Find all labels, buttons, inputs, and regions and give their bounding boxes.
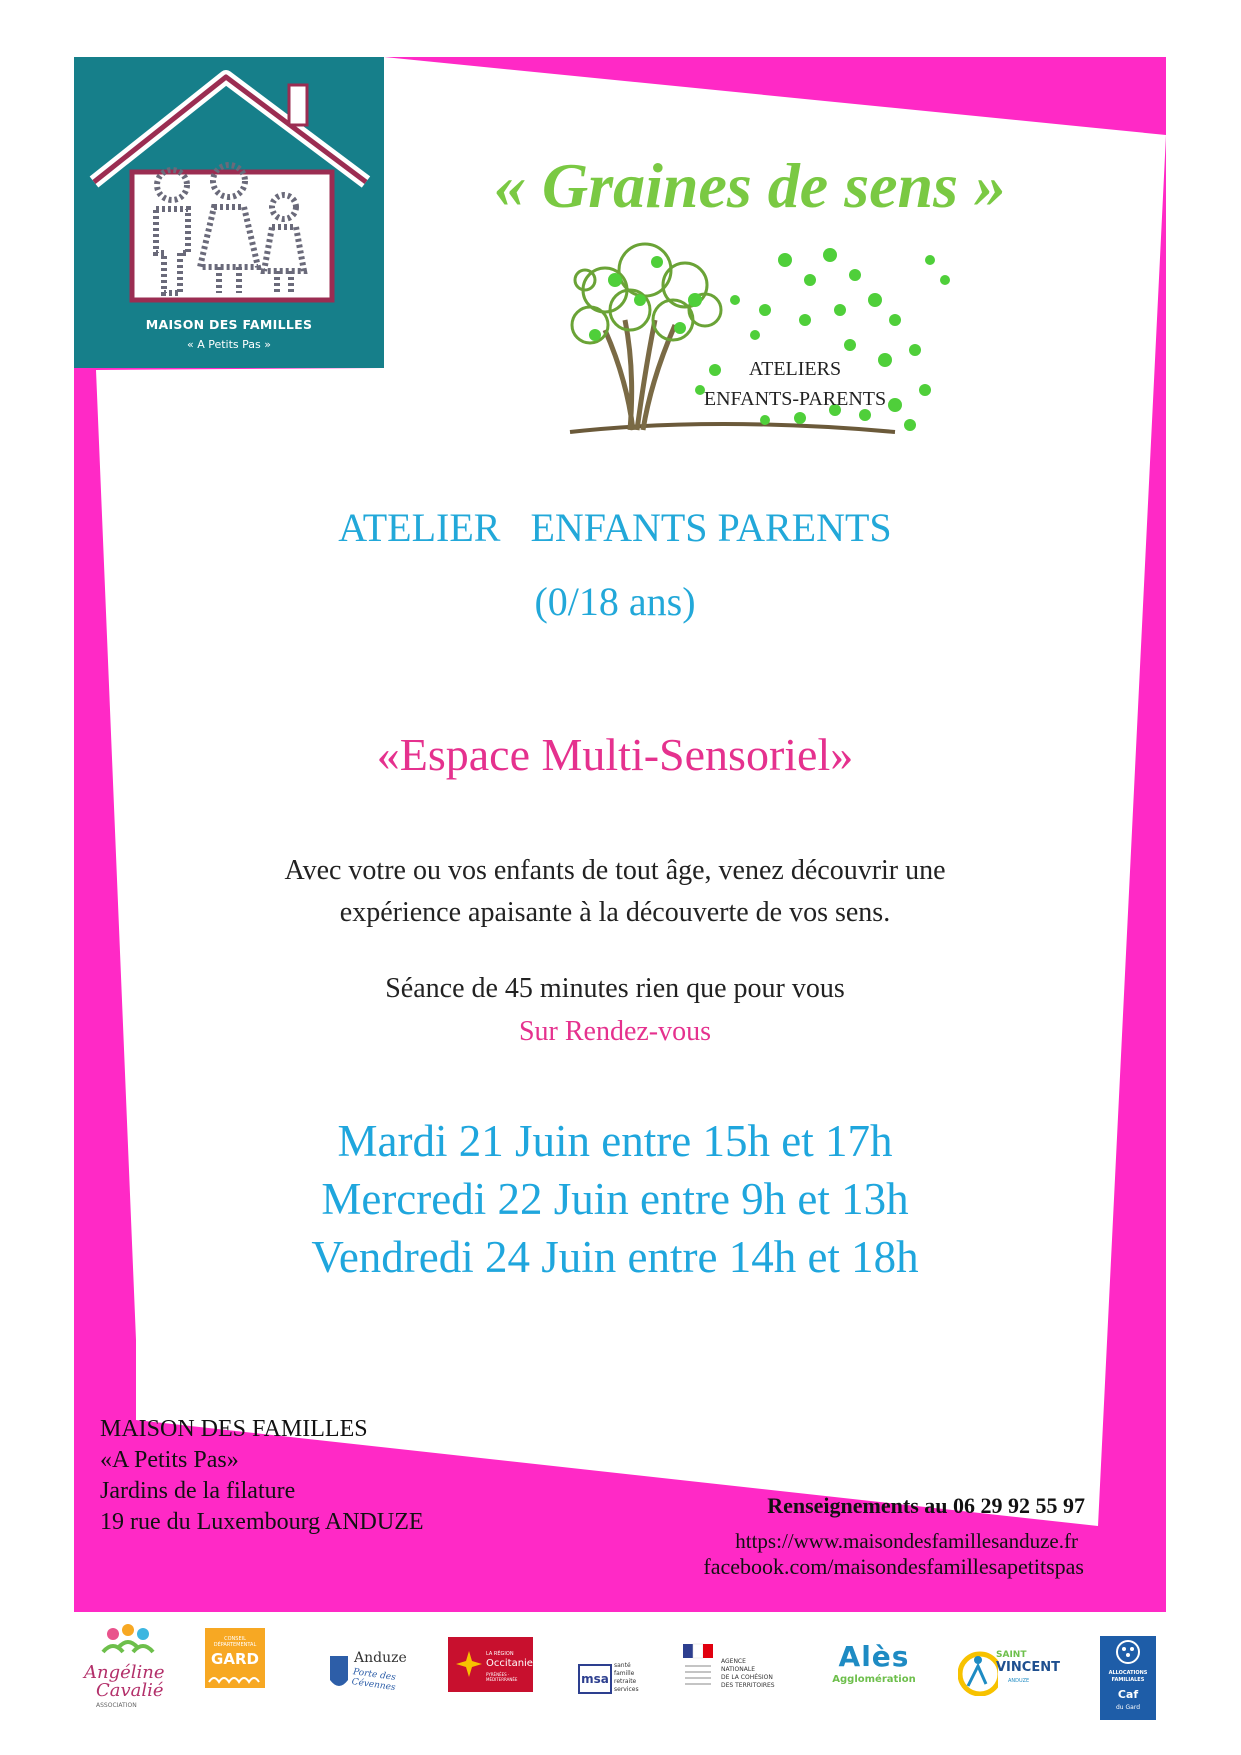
- occitan-cross-icon: [454, 1649, 484, 1679]
- gard-council: CONSEIL DÉPARTEMENTAL: [213, 1636, 257, 1648]
- tree-caption: [670, 354, 920, 414]
- angeline-cavalie-logo: [78, 1620, 168, 1718]
- msa-word: services: [614, 1686, 639, 1693]
- saint-vincent-logo: [958, 1640, 1058, 1700]
- angeline-name: Angéline: [84, 1662, 165, 1683]
- msa-word: retraite: [614, 1678, 637, 1685]
- anduze-name: Anduze: [354, 1650, 407, 1666]
- angeline-surname: Cavalié: [96, 1680, 164, 1701]
- ales-name: Alès: [838, 1640, 910, 1673]
- description-line: expérience apaisante à la découverte de vos sens.: [339, 897, 891, 928]
- anct-line: AGENCE: [721, 1658, 746, 1665]
- gard-bridge-icon: [205, 1672, 265, 1686]
- headline-title: « Graines de sens »: [493, 150, 1007, 221]
- address-line: «A Petits Pas»: [100, 1447, 239, 1473]
- address-line: Jardins de la filature: [100, 1478, 296, 1504]
- logo-subtitle: « A Petits Pas »: [186, 338, 271, 351]
- website-link[interactable]: https://www.maisondesfamillesanduze.fr: [735, 1529, 1078, 1553]
- address-block: [100, 1414, 600, 1538]
- msa-word: famille: [614, 1670, 635, 1677]
- msa-logo: [578, 1660, 653, 1700]
- caf-line: ALLOCATIONS: [1108, 1670, 1148, 1676]
- angeline-association: ASSOCIATION: [96, 1702, 137, 1709]
- address-line: 19 rue du Luxembourg ANDUZE: [100, 1509, 424, 1535]
- date-line: Vendredi 24 Juin entre 14h et 18h: [311, 1232, 919, 1282]
- msa-word: santé: [614, 1662, 631, 1669]
- espace-title: «Espace Multi-Sensoriel»: [376, 729, 854, 780]
- saint-vincent-sub: ANDUZE: [1008, 1678, 1030, 1684]
- occitanie-name: Occitanie: [486, 1658, 533, 1669]
- anduze-logo: [328, 1650, 423, 1700]
- marianne-flag-icon: [681, 1642, 715, 1690]
- appointment-note: Sur Rendez-vous: [518, 1016, 712, 1047]
- logo-title: MAISON DES FAMILLES: [145, 317, 313, 332]
- caf-name: Caf: [1117, 1688, 1139, 1701]
- description-line: Avec votre ou vos enfants de tout âge, venez découvrir une: [284, 855, 946, 886]
- atelier-heading: ATELIER ENFANTS PARENTS: [338, 505, 892, 550]
- tree-illustration-icon: [565, 240, 965, 450]
- saint-vincent-word: VINCENT: [996, 1660, 1060, 1675]
- caf-logo: [1100, 1636, 1156, 1720]
- occitanie-logo: [448, 1637, 533, 1692]
- anct-line: DES TERRITOIRES: [721, 1682, 775, 1689]
- ales-logo: [826, 1640, 922, 1690]
- phone-info: Renseignements au 06 29 92 55 97: [767, 1493, 1085, 1518]
- facebook-link[interactable]: facebook.com/maisondesfamillesapetitspas: [703, 1554, 1084, 1579]
- description: [150, 850, 1080, 934]
- anct-logo: [681, 1640, 781, 1700]
- date-line: Mardi 21 Juin entre 15h et 17h: [337, 1116, 893, 1166]
- tree-caption-line: ENFANTS-PARENTS: [703, 388, 887, 410]
- anduze-shield-icon: [328, 1654, 350, 1694]
- msa-mark: msa: [578, 1664, 612, 1694]
- anct-line: NATIONALE: [721, 1666, 756, 1673]
- saint-vincent-emblem-icon: [958, 1646, 998, 1696]
- occitanie-region: LA RÉGION: [486, 1651, 514, 1657]
- gard-logo: [205, 1628, 265, 1688]
- caf-line: FAMILIALES: [1111, 1677, 1145, 1683]
- anct-line: DE LA COHÉSION: [721, 1674, 773, 1681]
- session-info: Séance de 45 minutes rien que pour vous: [385, 973, 845, 1004]
- anduze-tagline: Porte des Cévennes: [350, 1667, 397, 1694]
- date-line: Mercredi 22 Juin entre 9h et 13h: [321, 1174, 909, 1224]
- gard-name: GARD: [211, 1650, 259, 1668]
- caf-region: du Gard: [1115, 1704, 1140, 1711]
- occitanie-subtitle: PYRÉNÉES · MÉDITERRANÉE: [486, 1672, 518, 1682]
- saint-vincent-word: SAINT: [996, 1650, 1027, 1660]
- session-dates: [160, 1112, 1070, 1286]
- ales-subtitle: Agglomération: [832, 1674, 916, 1685]
- caf-family-icon: [1100, 1638, 1156, 1666]
- address-line: MAISON DES FAMILLES: [100, 1416, 368, 1442]
- age-range: (0/18 ans): [534, 579, 696, 624]
- tree-caption-line: ATELIERS: [748, 358, 842, 380]
